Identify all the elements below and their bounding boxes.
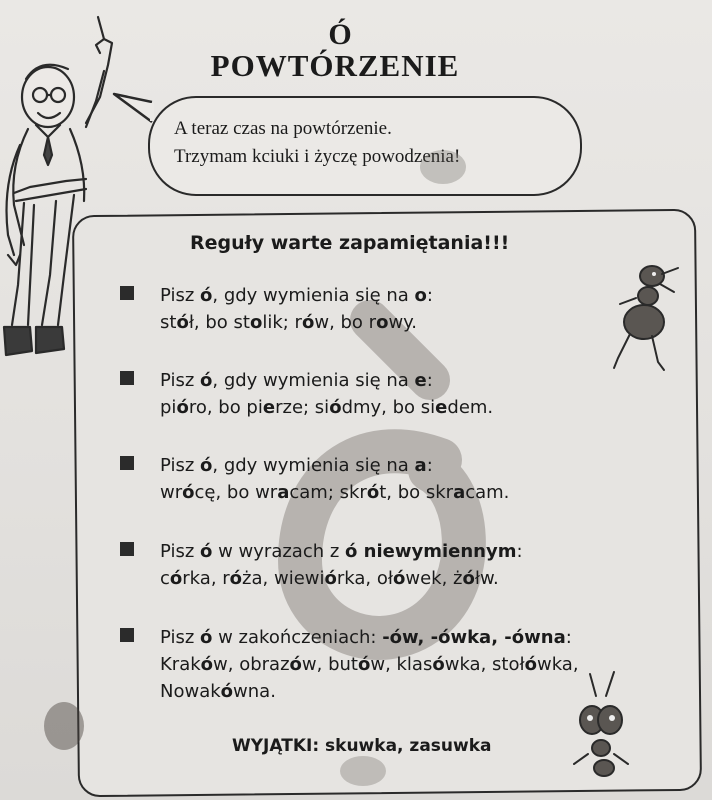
rule-line: Pisz ó w zakończeniach: -ów, -ówka, -ówna: bbox=[160, 627, 572, 648]
rule-example: pióro, bo pierze; siódmy, bo siedem. bbox=[160, 397, 494, 418]
rule-2 bbox=[120, 367, 680, 427]
page-smudge bbox=[420, 150, 466, 184]
rule-example: wrócę, bo wracam; skrót, bo skracam. bbox=[160, 482, 510, 503]
rules-box-title: Reguły warte zapamiętania!!! bbox=[190, 232, 510, 254]
rule-line: Pisz ó w wyrazach z ó niewymiennym: bbox=[160, 541, 523, 562]
ant-top-illustration bbox=[606, 258, 686, 378]
bullet-square-icon bbox=[120, 371, 134, 385]
rule-example: stół, bo stolik; rów, bo rowy. bbox=[160, 312, 417, 333]
rule-line: Pisz ó, gdy wymienia się na o: bbox=[160, 285, 433, 306]
speech-bubble-line-2: Trzymam kciuki i życzę powodzenia! bbox=[174, 146, 461, 167]
rule-text bbox=[160, 538, 690, 592]
bullet-square-icon bbox=[120, 286, 134, 300]
rule-example: Kraków, obrazów, butów, klasówka, stołówka, bbox=[160, 654, 579, 675]
letter-heading: Ó bbox=[328, 18, 352, 51]
rule-text bbox=[160, 452, 690, 506]
page-smudge bbox=[44, 702, 84, 750]
rule-4 bbox=[120, 538, 680, 598]
ant-bottom-illustration bbox=[566, 668, 636, 778]
page-smudge bbox=[340, 756, 386, 786]
page-title: POWTÓRZENIE bbox=[210, 48, 460, 83]
rule-3 bbox=[120, 452, 680, 512]
rule-line: Pisz ó, gdy wymienia się na a: bbox=[160, 455, 433, 476]
rule-example: córka, róża, wiewiórka, ołówek, żółw. bbox=[160, 568, 499, 589]
speech-bubble-tail bbox=[112, 92, 162, 132]
bullet-square-icon bbox=[120, 542, 134, 556]
bullet-square-icon bbox=[120, 628, 134, 642]
speech-bubble bbox=[148, 96, 582, 196]
rule-line: Pisz ó, gdy wymienia się na e: bbox=[160, 370, 433, 391]
rule-1 bbox=[120, 282, 680, 342]
exceptions-line: WYJĄTKI: skuwka, zasuwka bbox=[232, 736, 492, 756]
bullet-square-icon bbox=[120, 456, 134, 470]
rule-example-continued: Nowakówna. bbox=[160, 681, 276, 702]
speech-bubble-line-1: A teraz czas na powtórzenie. bbox=[174, 118, 392, 139]
